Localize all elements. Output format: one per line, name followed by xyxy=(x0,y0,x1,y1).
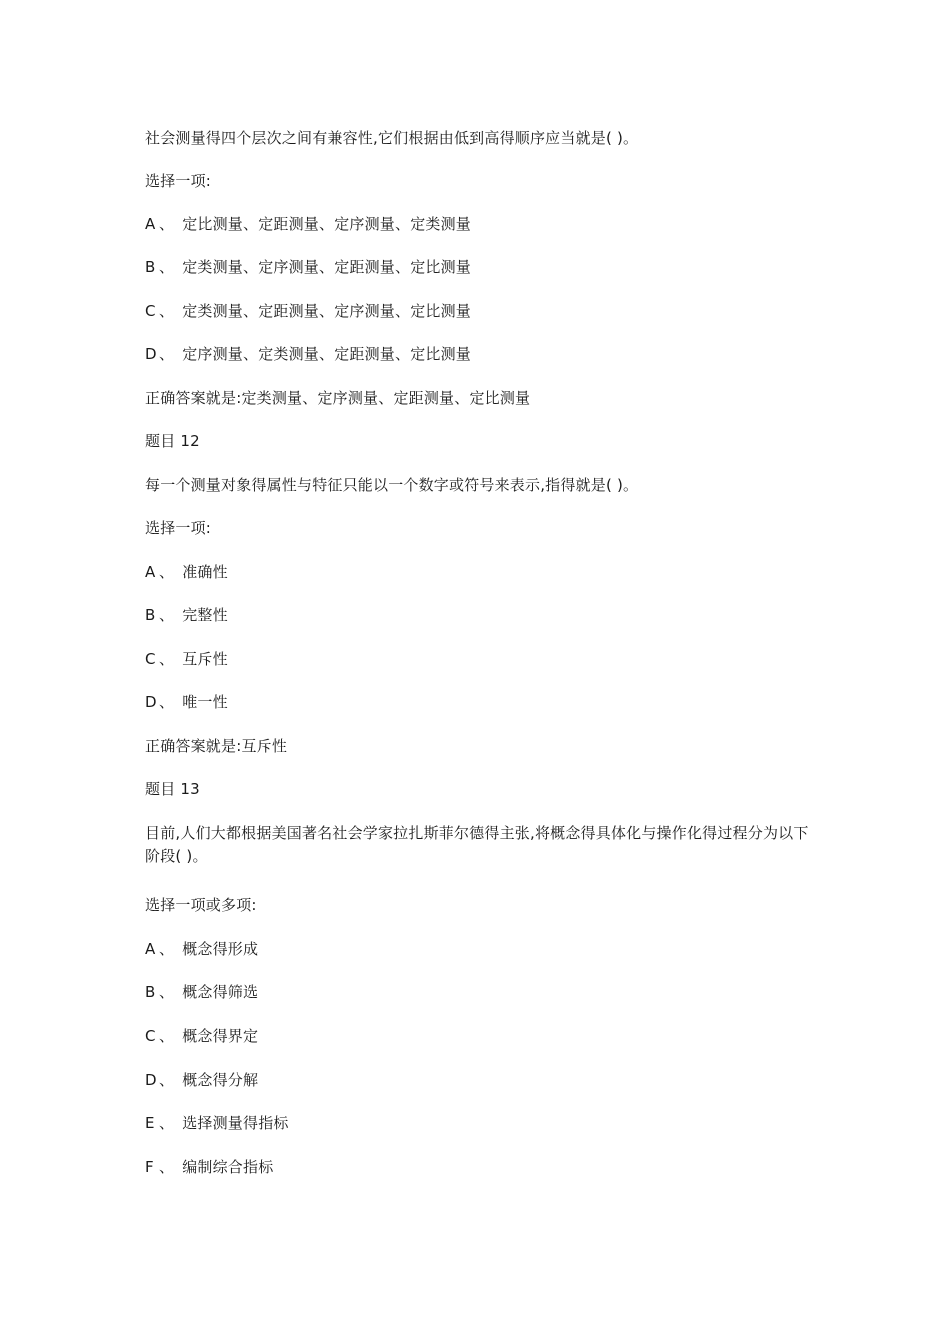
option-text: 概念得筛选 xyxy=(182,983,259,1001)
option-letter: A xyxy=(145,940,156,958)
option-separator: 、 xyxy=(159,1027,175,1045)
option-letter: A xyxy=(145,563,156,581)
option-separator: 、 xyxy=(159,563,175,581)
option-separator: 、 xyxy=(159,1071,175,1089)
option-text: 选择测量得指标 xyxy=(182,1114,289,1132)
option-text: 概念得分解 xyxy=(182,1071,259,1089)
option-letter: B xyxy=(145,258,156,276)
q13-option-e xyxy=(145,1112,289,1134)
option-separator: 、 xyxy=(159,983,175,1001)
option-separator: 、 xyxy=(159,606,175,624)
q11-answer: 正确答案就是:定类测量、定序测量、定距测量、定比测量 xyxy=(145,389,531,407)
q11-option-c xyxy=(145,300,471,322)
option-text: 互斥性 xyxy=(182,650,228,668)
option-text: 准确性 xyxy=(182,563,228,581)
option-letter: C xyxy=(145,302,156,320)
option-text: 定类测量、定距测量、定序测量、定比测量 xyxy=(182,302,472,320)
option-text: 定类测量、定序测量、定距测量、定比测量 xyxy=(182,258,472,276)
option-separator: 、 xyxy=(159,650,175,668)
q12-heading: 题目 12 xyxy=(145,432,200,450)
q12-option-c xyxy=(145,648,228,670)
option-text: 概念得界定 xyxy=(182,1027,259,1045)
q11-stem: 社会测量得四个层次之间有兼容性,它们根据由低到高得顺序应当就是( )。 xyxy=(145,129,639,147)
option-text: 唯一性 xyxy=(182,693,228,711)
q13-option-a xyxy=(145,938,258,960)
q13-option-b xyxy=(145,981,258,1003)
option-text: 完整性 xyxy=(182,606,228,624)
option-letter: B xyxy=(145,606,156,624)
q13-option-f xyxy=(145,1156,273,1178)
q13-option-d xyxy=(145,1069,258,1091)
q11-prompt: 选择一项: xyxy=(145,172,212,190)
option-separator: 、 xyxy=(159,215,175,233)
option-separator: 、 xyxy=(159,1158,175,1176)
q11-option-d xyxy=(145,343,471,365)
option-letter: B xyxy=(145,983,156,1001)
q12-stem: 每一个测量对象得属性与特征只能以一个数字或符号来表示,指得就是( )。 xyxy=(145,476,639,494)
option-letter: D xyxy=(145,1071,157,1089)
option-separator: 、 xyxy=(159,345,175,363)
option-letter: C xyxy=(145,650,156,668)
q12-option-d xyxy=(145,691,228,713)
option-letter: E xyxy=(145,1114,155,1132)
option-separator: 、 xyxy=(159,258,175,276)
option-separator: 、 xyxy=(159,693,175,711)
q12-option-a xyxy=(145,561,228,583)
option-text: 定序测量、定类测量、定距测量、定比测量 xyxy=(182,345,472,363)
option-text: 编制综合指标 xyxy=(182,1158,274,1176)
q13-heading: 题目 13 xyxy=(145,780,200,798)
q12-answer: 正确答案就是:互斥性 xyxy=(145,737,288,755)
q11-option-b xyxy=(145,256,471,278)
q13-option-c xyxy=(145,1025,258,1047)
option-separator: 、 xyxy=(159,302,175,320)
q12-prompt: 选择一项: xyxy=(145,519,212,537)
q13-stem: 目前,人们大都根据美国著名社会学家拉扎斯菲尔德得主张,将概念得具体化与操作化得过程分为以下阶段( )。 xyxy=(145,824,809,865)
option-text: 定比测量、定距测量、定序测量、定类测量 xyxy=(182,215,472,233)
option-letter: D xyxy=(145,693,157,711)
option-separator: 、 xyxy=(159,1114,175,1132)
option-letter: A xyxy=(145,215,156,233)
option-text: 概念得形成 xyxy=(182,940,259,958)
option-letter: C xyxy=(145,1027,156,1045)
option-letter: F xyxy=(145,1158,154,1176)
option-letter: D xyxy=(145,345,157,363)
q11-option-a xyxy=(145,213,471,235)
option-separator: 、 xyxy=(159,940,175,958)
q12-option-b xyxy=(145,604,228,626)
q13-prompt: 选择一项或多项: xyxy=(145,896,257,914)
